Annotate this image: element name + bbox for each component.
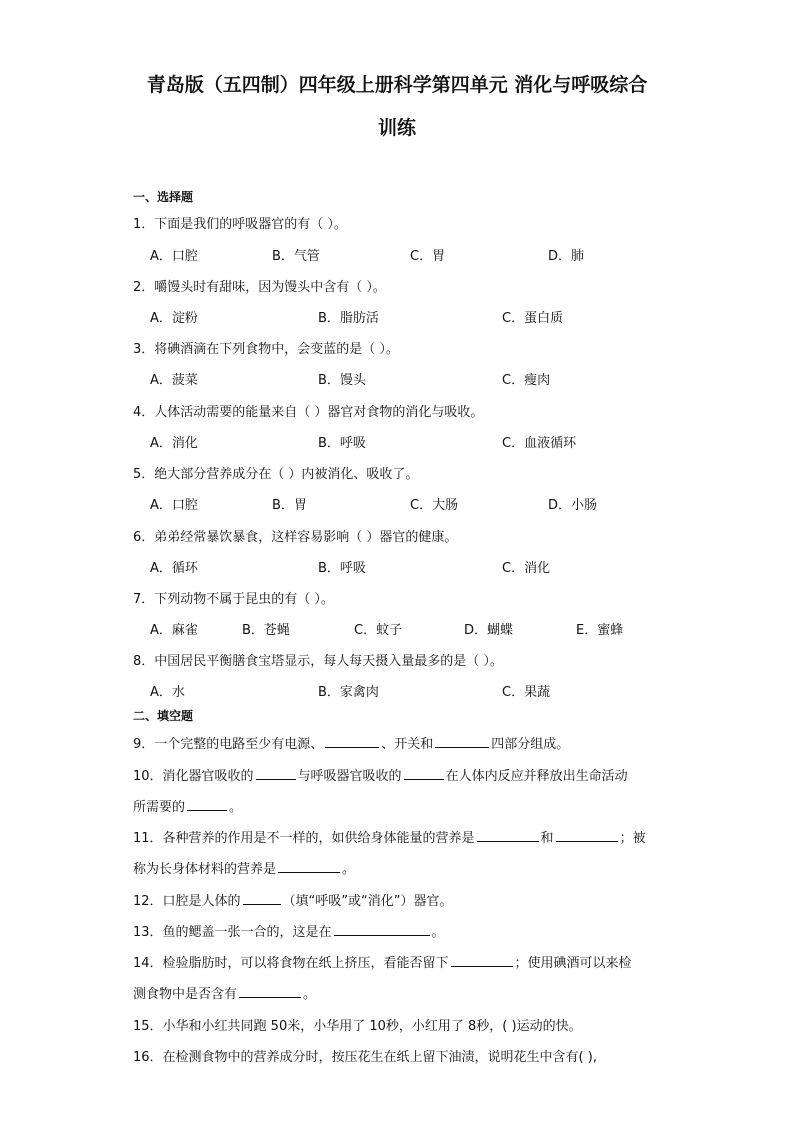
question-text: ；使用碘酒可以来检: [514, 956, 632, 971]
answer-blank: [334, 923, 430, 936]
option: A．口腔: [150, 498, 198, 513]
answer-blank: [556, 829, 618, 842]
fill-question-10: [133, 765, 628, 784]
option: C．胃: [410, 249, 446, 264]
section-heading-choice: 一、选择题: [133, 190, 194, 204]
answer-blank: [187, 798, 227, 811]
question-text: 。: [303, 987, 317, 1002]
question-text: 称为长身体材料的营养是: [133, 862, 277, 877]
option: A．麻雀: [150, 623, 198, 638]
fill-question-14: [133, 952, 632, 971]
document-title-line1: 青岛版（五四制）四年级上册科学第四单元 消化与呼吸综合: [146, 74, 648, 96]
option: C．瘦肉: [502, 373, 551, 388]
question-stem: 2．嚼馒头时有甜味，因为馒头中含有（ ）。: [133, 280, 386, 295]
question-text: 。: [431, 925, 445, 940]
question-text: 测食物中是否含有: [133, 987, 238, 1002]
question-text: 、开关和: [381, 737, 434, 752]
question-stem: 1．下面是我们的呼吸器官的有（ ）。: [133, 217, 347, 232]
option: B．脂肪活: [318, 311, 379, 326]
question-stem: 5．绝大部分营养成分在（ ）内被消化、吸收了。: [133, 467, 419, 482]
answer-blank: [239, 985, 301, 998]
answer-blank: [256, 767, 296, 780]
fill-question-13: [133, 921, 445, 940]
option: B．胃: [272, 498, 307, 513]
option: B．呼吸: [318, 436, 366, 451]
option: C．蚊子: [354, 623, 403, 638]
question-text: ；被: [619, 831, 646, 846]
question-text: 10．消化器官吸收的: [133, 769, 254, 784]
option: C．蛋白质: [502, 311, 564, 326]
question-text: 在人体内反应并释放出生命活动: [445, 769, 628, 784]
option: A．消化: [150, 436, 198, 451]
option: C．大肠: [410, 498, 459, 513]
fill-question-15: 15．小华和小红共同跑 50米，小华用了 10秒，小红用了 8秒，( )运动的快。: [133, 1019, 582, 1034]
option: D．小肠: [548, 498, 598, 513]
question-text: （填“呼吸”或“消化”）器官。: [282, 894, 453, 909]
answer-blank: [435, 735, 489, 748]
fill-question-11: [133, 827, 646, 846]
option: B．气管: [272, 249, 320, 264]
question-text: 和: [540, 831, 554, 846]
question-text: 13．鱼的鳃盖一张一合的，这是在: [133, 925, 332, 940]
option: A．循环: [150, 561, 198, 576]
option: C．消化: [502, 561, 551, 576]
fill-question-16: 16．在检测食物中的营养成分时，按压花生在纸上留下油渍，说明花生中含有( ),: [133, 1050, 597, 1065]
question-text: 所需要的: [133, 800, 186, 815]
answer-blank: [404, 767, 444, 780]
option: E．蜜蜂: [576, 623, 624, 638]
question-text: 四部分组成。: [491, 737, 570, 752]
question-stem: 6．弟弟经常暴饮暴食，这样容易影响（ ）器官的健康。: [133, 530, 458, 545]
fill-question-14-cont: [133, 983, 316, 1002]
question-text: 与呼吸器官吸收的: [297, 769, 402, 784]
question-text: 12．口腔是人体的: [133, 894, 241, 909]
option: C．果蔬: [502, 685, 551, 700]
question-text: 9．一个完整的电路至少有电源、: [133, 737, 324, 752]
option: A．淀粉: [150, 311, 198, 326]
answer-blank: [278, 860, 340, 873]
option: B．呼吸: [318, 561, 366, 576]
option: A．口腔: [150, 249, 198, 264]
fill-question-12: [133, 890, 453, 909]
answer-blank: [477, 829, 539, 842]
question-text: 14．检验脂肪时，可以将食物在纸上挤压，看能否留下: [133, 956, 449, 971]
section-heading-fill: 二、填空题: [133, 709, 194, 723]
answer-blank: [243, 892, 281, 905]
answer-blank: [451, 954, 513, 967]
question-stem: 8．中国居民平衡膳食宝塔显示，每人每天摄入量最多的是（ ）。: [133, 654, 503, 669]
question-stem: 3．将碘酒滴在下列食物中，会变蓝的是（ ）。: [133, 342, 399, 357]
option: B．馒头: [318, 373, 366, 388]
fill-question-10-cont: [133, 796, 242, 815]
question-stem: 7．下列动物不属于昆虫的有（ ）。: [133, 592, 334, 607]
option: D．蝴蝶: [464, 623, 514, 638]
answer-blank: [325, 735, 379, 748]
option: A．水: [150, 685, 185, 700]
option: A．菠菜: [150, 373, 198, 388]
option: D．肺: [548, 249, 585, 264]
question-text: 11．各种营养的作用是不一样的，如供给身体能量的营养是: [133, 831, 475, 846]
question-stem: 4．人体活动需要的能量来自（ ）器官对食物的消化与吸收。: [133, 405, 484, 420]
fill-question-9: [133, 733, 569, 752]
document-title-line2: 训练: [377, 117, 416, 139]
option: C．血液循环: [502, 436, 577, 451]
question-text: 。: [229, 800, 243, 815]
fill-question-11-cont: [133, 858, 355, 877]
question-text: 。: [342, 862, 356, 877]
option: B．家禽肉: [318, 685, 379, 700]
option: B．苍蝇: [242, 623, 290, 638]
